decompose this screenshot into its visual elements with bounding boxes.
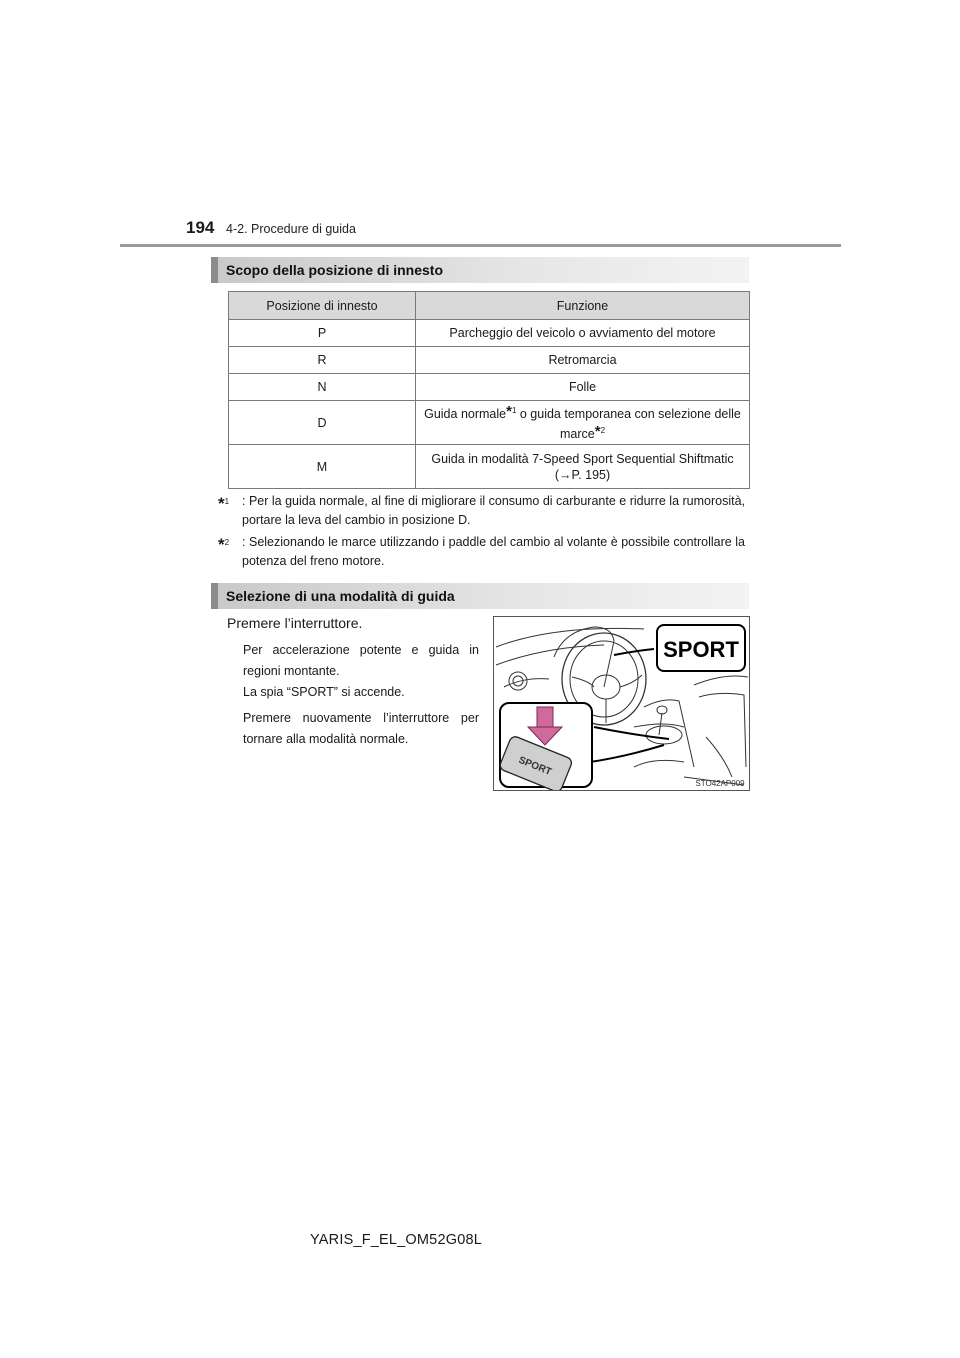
description-paragraph: Per accelerazione potente e guida in regioni montante. [243,643,479,678]
table-row [229,401,750,445]
table-header-position: Posizione di innesto [229,292,416,320]
table-cell-position: N [229,374,416,401]
figure-code: STO42AP009 [695,779,745,788]
footnote-ref: 2 [600,425,606,435]
table-header-function: Funzione [416,292,750,320]
table-row [229,320,750,347]
description-paragraph: La spia “SPORT” si accende. [243,685,405,699]
shift-position-table [228,291,750,489]
sport-switch-illustration [493,616,750,791]
table-cell-function [416,445,750,489]
sport-indicator-label: SPORT [663,637,739,662]
footnote-text: : Selezionando le marce utilizzando i paddle del cambio al volante è possibile controllare la potenza del freno motore. [242,535,745,568]
chapter-title: 4-2. Procedure di guida [226,222,356,236]
table-cell-function [416,401,750,445]
table-header-row [229,292,750,320]
page-number: 194 [186,218,215,237]
table-cell-position: M [229,445,416,489]
instruction-text: Premere l’interruttore. [227,615,363,631]
function-text: Guida normale [424,407,507,422]
table-row [229,445,750,489]
document-code: YARIS_F_EL_OM52G08L [310,1232,482,1248]
table-cell-position: R [229,347,416,374]
table-cell-function: Parcheggio del veicolo o avviamento del motore [416,320,750,347]
footnote-text: : Per la guida normale, al fine di migliorare il consumo di carburante e ridurre la rumorosità, portare la leva del cambio in posizione D. [242,494,746,527]
footnote-number: 2 [224,538,230,547]
asterisk-icon: * [594,422,601,440]
asterisk-icon: * [218,494,225,513]
header-divider [120,244,841,247]
table-cell-position: P [229,320,416,347]
footnote-number: 1 [224,497,230,506]
sport-switch-label: SPORT [516,754,553,778]
footnote [218,533,745,571]
table-row [229,347,750,374]
section-heading-drive-mode: Selezione di una modalità di guida [211,583,749,609]
footnote [218,492,745,530]
table-row [229,374,750,401]
function-text: o guida temporanea con selezione delle marce [516,407,741,441]
footnote-ref: 1 [511,406,517,416]
table-cell-function: Folle [416,374,750,401]
table-cell-function: Retromarcia [416,347,750,374]
section-heading-shift-positions: Scopo della posizione di innesto [211,257,749,283]
asterisk-icon: * [506,403,512,421]
table-cell-position: D [229,401,416,445]
description-paragraph: Premere nuovamente l’interruttore per tornare alla modalità normale. [243,711,479,746]
page-reference: (→P. 195) [554,467,611,482]
function-text: Guida in modalità 7-Speed Sport Sequential Shiftmatic [431,451,734,466]
asterisk-icon: * [218,535,225,554]
